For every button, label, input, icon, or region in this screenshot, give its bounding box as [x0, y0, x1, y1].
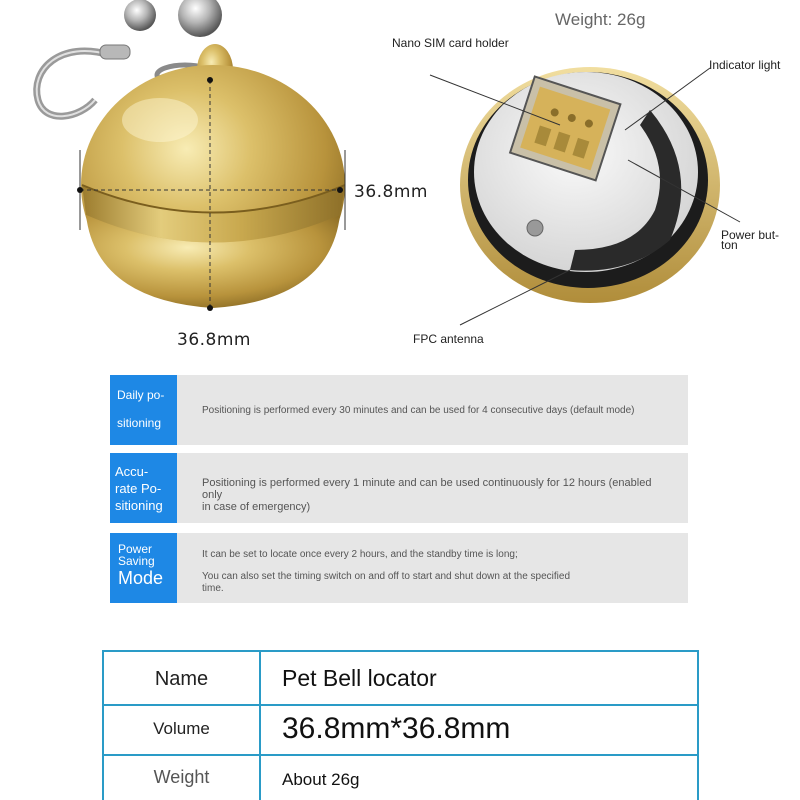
mode-label-power-saving [110, 533, 177, 603]
indicator-light-callout: Indicator light [709, 58, 781, 72]
power-button-callout-line1: Power but- [721, 228, 780, 242]
mode-desc-power-saving [202, 549, 672, 595]
dimension-horizontal-label: 36.8mm [354, 182, 428, 202]
mode-label-line: Saving [118, 554, 155, 568]
mode-desc-line: time. [202, 583, 224, 594]
device-internal-figure [400, 0, 800, 360]
spec-weight-value: About 26g [282, 770, 360, 789]
bell-product-image [0, 0, 380, 360]
spec-name-label: Name [154, 668, 209, 690]
spec-volume-value: 36.8mm*36.8mm [282, 712, 511, 745]
fpc-antenna-callout: FPC antenna [413, 332, 484, 346]
spec-table [102, 650, 699, 800]
mode-row-power-saving [110, 533, 688, 603]
mode-label-line: Mode [118, 568, 164, 588]
mode-desc-line: You can also set the timing switch on and off to start and shut down at the specified [202, 571, 571, 582]
mode-desc-accurate [202, 477, 672, 513]
mode-label-line: Daily po- [117, 388, 165, 402]
spec-volume-label: Volume [153, 719, 210, 738]
power-button-callout [721, 230, 779, 250]
mode-row-accurate [110, 453, 688, 523]
mode-label-line: sitioning [117, 416, 162, 430]
mode-label-line: rate Po- [115, 481, 162, 496]
mode-desc-line: Positioning is performed every 1 minute and can be used continuously for 12 hours (enabled only [202, 477, 652, 501]
device-internal-image [400, 0, 800, 360]
bell-product-figure [0, 0, 428, 360]
mode-label-line: sitioning [115, 498, 163, 513]
spec-name-value: Pet Bell locator [282, 665, 437, 691]
mode-desc-line: Positioning is performed every 30 minutes and can be used for 4 consecutive days (default mode) [202, 405, 635, 416]
mode-label-line: Power [118, 542, 153, 556]
weight-title: Weight: 26g [555, 10, 646, 29]
mode-label-daily [110, 375, 177, 445]
mode-row-daily [110, 375, 688, 445]
sim-holder-callout: Nano SIM card holder [392, 36, 509, 50]
dimension-vertical-label: 36.8mm [177, 330, 251, 350]
mode-label-accurate [110, 453, 177, 523]
spec-row-volume [104, 706, 697, 756]
mode-desc-line: It can be set to locate once every 2 hours, and the standby time is long; [202, 549, 518, 560]
spec-row-name [104, 652, 697, 706]
mode-desc-line: in case of emergency) [202, 501, 311, 513]
spec-row-weight [104, 756, 697, 800]
mode-desc-daily [202, 405, 672, 417]
power-button-callout-line2: ton [721, 238, 738, 252]
mode-label-line: Accu- [115, 464, 149, 479]
spec-weight-label: Weight [153, 767, 210, 787]
